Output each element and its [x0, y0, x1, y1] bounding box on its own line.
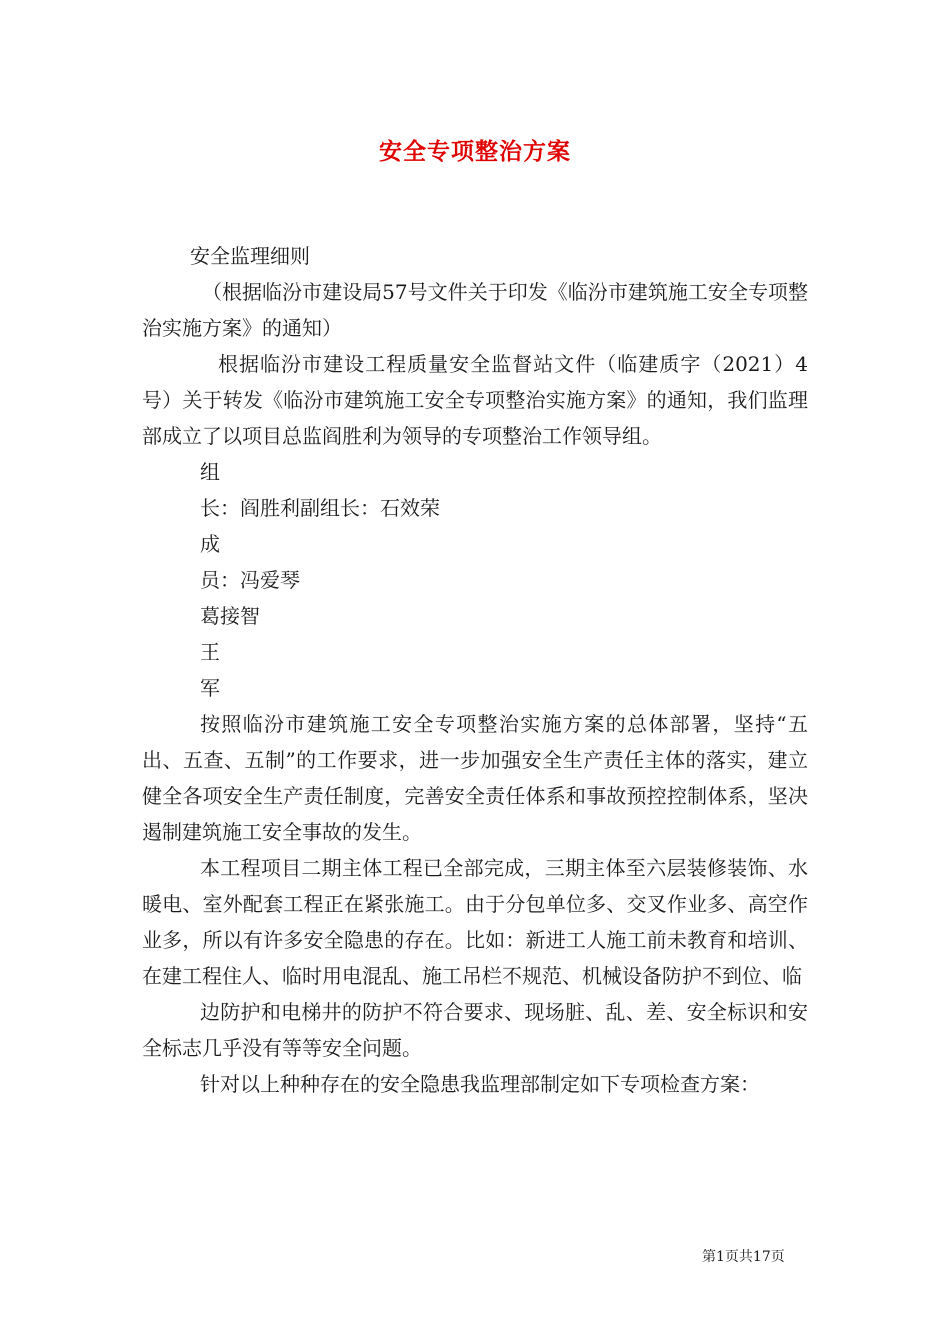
team-line-4: 员：冯爱琴	[200, 568, 300, 592]
paragraph-status: 本工程项目二期主体工程已全部完成，三期主体至六层装修装饰、水暖电、室外配套工程正在紧张施工。由于分包单位多、交叉作业多、高空作业多，所以有许多安全隐患的存在。比如：新进工人施工前未教育和培训、在建工程住人、临时用电混乱、施工吊栏不规范、机械设备防护不到位、临	[142, 856, 808, 988]
document-body	[142, 238, 808, 1102]
page-number-footer: 第1页共17页	[702, 1249, 785, 1265]
team-line-1: 组	[200, 460, 220, 484]
paragraph-basis: （根据临汾市建设局57号文件关于印发《临汾市建筑施工安全专项整治实施方案》的通知）	[142, 280, 808, 340]
team-line-2: 长：阎胜利副组长：石效荣	[200, 496, 440, 520]
team-line-3: 成	[200, 532, 220, 556]
paragraph-deployment: 按照临汾市建筑施工安全专项整治实施方案的总体部署，坚持“五出、五查、五制”的工作要求，进一步加强安全生产责任主体的落实，建立健全各项安全生产责任制度，完善安全责任体系和事故预控控制体系，坚决遏制建筑施工安全事故的发生。	[142, 712, 808, 844]
paragraph-status-continued: 边防护和电梯井的防护不符合要求、现场脏、乱、差、安全标识和安全标志几乎没有等等安全问题。	[142, 1000, 808, 1060]
team-line-7: 军	[200, 676, 220, 700]
team-line-5: 葛接智	[200, 604, 260, 628]
paragraph-heading: 安全监理细则	[190, 244, 310, 268]
paragraph-plan: 针对以上种种存在的安全隐患我监理部制定如下专项检查方案：	[200, 1072, 760, 1096]
document-title: 安全专项整治方案	[379, 138, 571, 165]
team-line-6: 王	[200, 640, 220, 664]
paragraph-intro: 根据临汾市建设工程质量安全监督站文件（临建质字（2021）4号）关于转发《临汾市建筑施工安全专项整治实施方案》的通知，我们监理部成立了以项目总监阎胜利为领导的专项整治工作领导组。	[142, 352, 808, 448]
